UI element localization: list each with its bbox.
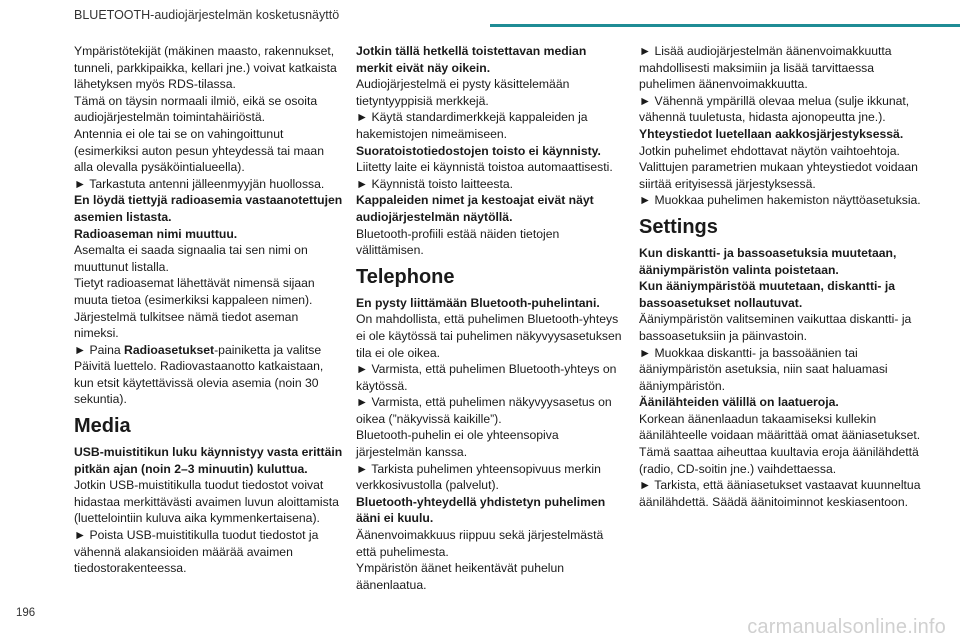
paragraph: Ympäristön äänet heikentävät puhelun äänenlaatua. [356,561,565,592]
button-name-reference: Radioasetukset [124,342,215,357]
paragraph: Äänenvoimakkuus riippuu sekä järjestelmästä että puhelimesta. [356,528,604,559]
issue-heading: Radioaseman nimi muuttuu. [74,226,238,241]
issue-heading: Kappaleiden nimet ja kestoajat eivät näyt audiojärjestelmän näytöllä. [356,193,594,224]
column-1 [74,43,346,577]
instruction-text: ► Paina [74,342,125,357]
instruction: ► Vähennä ympärillä olevaa melua (sulje ikkunat, vähennä tuuletusta, hidasta ajonopeutta jne.). [639,93,910,125]
paragraph: Liitetty laite ei käynnistä toistoa automaattisesti. [356,160,613,175]
instruction: ► Käynnistä toisto laitteesta. [356,176,514,191]
paragraph: Ääniympäristön valitseminen vaikuttaa diskantti- ja bassoasetuksiin ja päinvastoin. [639,312,912,343]
section-heading-telephone: Telephone [356,265,455,288]
paragraph: Bluetooth-puhelin ei ole yhteensopiva järjestelmän kanssa. [356,428,559,460]
instruction: ► Poista USB-muistitikulla tuodut tiedostot ja vähennä alakansioiden määrää avaimen tiedostorakenteessa. [74,528,319,576]
instruction-text: -painiketta ja valitse Päivitä luettelo. Radiovastaanotto katkaistaan, kun etsit käytettävissä olevia asemia (noin 30 sekuntia). [74,342,324,407]
instruction: ► Muokkaa puhelimen hakemiston näyttöasetuksia. [639,193,921,208]
issue-heading: Kun diskantti- ja bassoasetuksia muutetaan, ääniympäristön valinta poistetaan. [639,245,897,277]
instruction: ► Lisää audiojärjestelmän äänenvoimakkuutta mahdollisesti maksimiin ja lisää tarvittaessa puhelimen äänenvoimakkuutta. [639,44,892,92]
header-accent-bar [490,24,960,27]
paragraph: On mahdollista, että puhelimen Bluetooth-yhteys ei ole käytössä tai puhelimen näkyvyysasetuksen tila ei ole oikea. [356,312,622,360]
paragraph: Tämä on täysin normaali ilmiö, eikä se osoita audiojärjestelmän toimintahäiriöstä. [74,93,318,125]
issue-heading: En pysty liittämään Bluetooth-puhelintani. [356,295,600,310]
paragraph: Audiojärjestelmä ei pysty käsittelemään tietyntyyppisiä merkkejä. [356,77,570,108]
column-2 [356,43,624,593]
instruction: ► Varmista, että puhelimen näkyvyysasetus on oikea (”näkyvissä kaikille”). [356,395,612,426]
header-title: BLUETOOTH-audiojärjestelmän kosketusnäyttö [74,8,340,22]
instruction: ► Käytä standardimerkkejä kappaleiden ja hakemistojen nimeämiseen. [356,110,588,141]
watermark: carmanualsonline.info [747,616,946,638]
instruction: ► Tarkista, että ääniasetukset vastaavat kuunneltua äänilähdettä. Säädä äänitoiminnot keskiasentoon. [639,478,921,509]
issue-heading: Äänilähteiden välillä on laatueroja. [639,395,839,410]
instruction: ► Tarkastuta antenni jälleenmyyjän huollossa. [74,176,325,191]
page-number: 196 [16,607,36,619]
section-heading-settings: Settings [639,215,718,238]
paragraph: Tietyt radioasemat lähettävät nimensä sijaan muuta tietoa (esimerkiksi kappaleen nimen). [74,276,315,307]
issue-heading: Bluetooth-yhteydellä yhdistetyn puhelimen ääni ei kuulu. [356,494,606,526]
issue-heading: En löydä tiettyjä radioasemia vastaanotettujen asemien listasta. [74,193,343,224]
paragraph: Jotkin puhelimet ehdottavat näytön vaihtoehtoja. Valittujen parametrien mukaan yhteystiedot voidaan siirtää erityisessä järjestyksessä. [639,143,918,191]
instruction: ► Varmista, että puhelimen Bluetooth-yhteys on käytössä. [356,362,617,393]
issue-heading: USB-muistitikun luku käynnistyy vasta erittäin pitkän ajan (noin 2–3 minuutin) kuluttua. [74,445,343,476]
paragraph: Jotkin USB-muistitikulla tuodut tiedostot voivat hidastaa merkittävästi avaimen luvun aloittamista (luettelointiin kuluva aika kymmenkertaisena). [74,478,339,526]
paragraph: Ympäristötekijät (mäkinen maasto, rakennukset, tunneli, parkkipaikka, kellari jne.) voivat katkaista lähetyksen myös RDS-tilassa. [74,44,337,92]
instruction [74,342,346,408]
paragraph: Bluetooth-profiili estää näiden tietojen välittämisen. [356,226,560,258]
paragraph: Antennia ei ole tai se on vahingoittunut (esimerkiksi auton pesun yhteydessä tai maan alla olevalla pysäköintialueella). [74,126,324,175]
issue-heading: Kun ääniympäristöä muutetaan, diskantti- ja bassoasetukset nollautuvat. [639,279,895,310]
instruction: ► Muokkaa diskantti- ja bassoäänien tai ääniympäristön asetuksia, niin saat haluamasi ääniympäristön. [639,345,888,393]
issue-heading: Suoratoistotiedostojen toisto ei käynnisty. [356,143,601,158]
instruction: ► Tarkista puhelimen yhteensopivuus merkin verkkosivustolla (palvelut). [356,461,601,493]
issue-heading: Jotkin tällä hetkellä toistettavan median merkit eivät näy oikein. [356,44,587,75]
paragraph: Asemalta ei saada signaalia tai sen nimi on muuttunut listalla. [74,243,308,274]
issue-heading: Yhteystiedot luetellaan aakkosjärjestyksessä. [639,126,904,141]
paragraph: Korkean äänenlaadun takaamiseksi kullekin äänilähteelle voidaan määrittää omat ääniasetukset. Tämä saattaa aiheuttaa kuultavia eroja äänilähdettä (radio, CD-soitin jne.) vaihdettaessa. [639,411,921,476]
column-3 [639,43,929,510]
section-heading-media: Media [74,415,131,438]
paragraph: Järjestelmä tulkitsee nämä tiedot aseman nimeksi. [74,309,299,341]
